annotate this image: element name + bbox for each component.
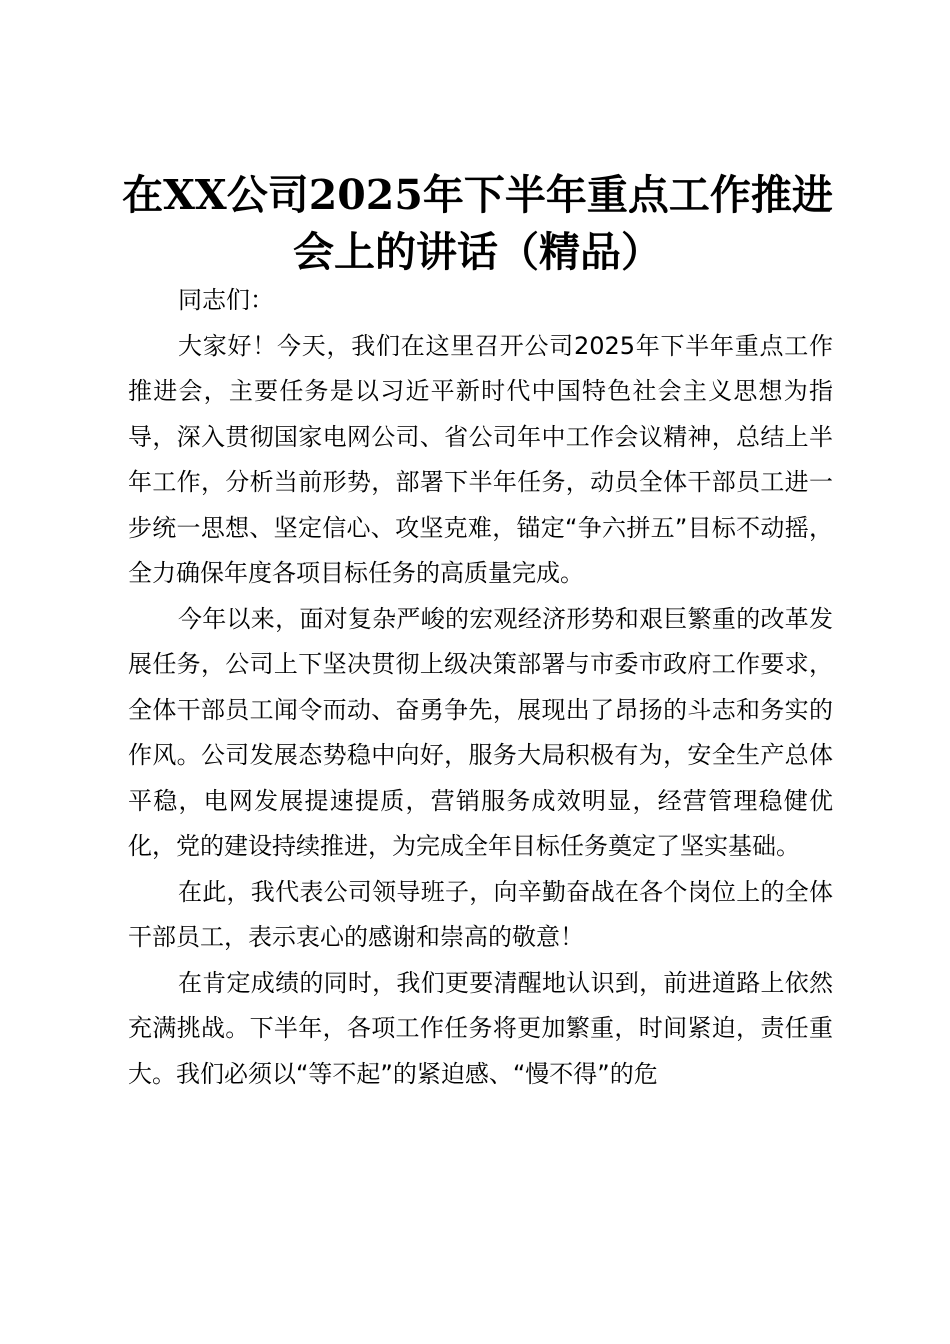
- paragraph-2: 今年以来，面对复杂严峻的宏观经济形势和艰巨繁重的改革发展任务，公司上下坚决贯彻上级决策部署与市委市政府工作要求，全体干部员工闻令而动、奋勇争先，展现出了昂扬的斗志和务实的作风。公司发展态势稳中向好，服务大局积极有为，安全生产总体平稳，电网发展提速提质，营销服务成效明显，经营管理稳健优化，党的建设持续推进，为完成全年目标任务奠定了坚实基础。: [128, 604, 833, 860]
- greeting: 同志们：: [178, 286, 274, 314]
- document-body: [128, 278, 833, 1097]
- paragraph-3: 在此，我代表公司领导班子，向辛勤奋战在各个岗位上的全体干部员工，表示衷心的感谢和崇高的敬意！: [128, 877, 833, 951]
- paragraph-4: 在肯定成绩的同时，我们更要清醒地认识到，前进道路上依然充满挑战。下半年，各项工作任务将更加繁重，时间紧迫，责任重大。我们必须以“等不起”的紧迫感、“慢不得”的危: [128, 968, 833, 1088]
- paragraph-1: 大家好！今天，我们在这里召开公司2025年下半年重点工作推进会，主要任务是以习近平新时代中国特色社会主义思想为指导，深入贯彻国家电网公司、省公司年中工作会议精神，总结上半年工作，分析当前形势，部署下半年任务，动员全体干部员工进一步统一思想、坚定信心、攻坚克难，锚定“争六拼五”目标不动摇，全力确保年度各项目标任务的高质量完成。: [128, 331, 833, 587]
- document-title: 在XX公司2025年下半年重点工作推进会上的讲话（精品）: [122, 171, 833, 276]
